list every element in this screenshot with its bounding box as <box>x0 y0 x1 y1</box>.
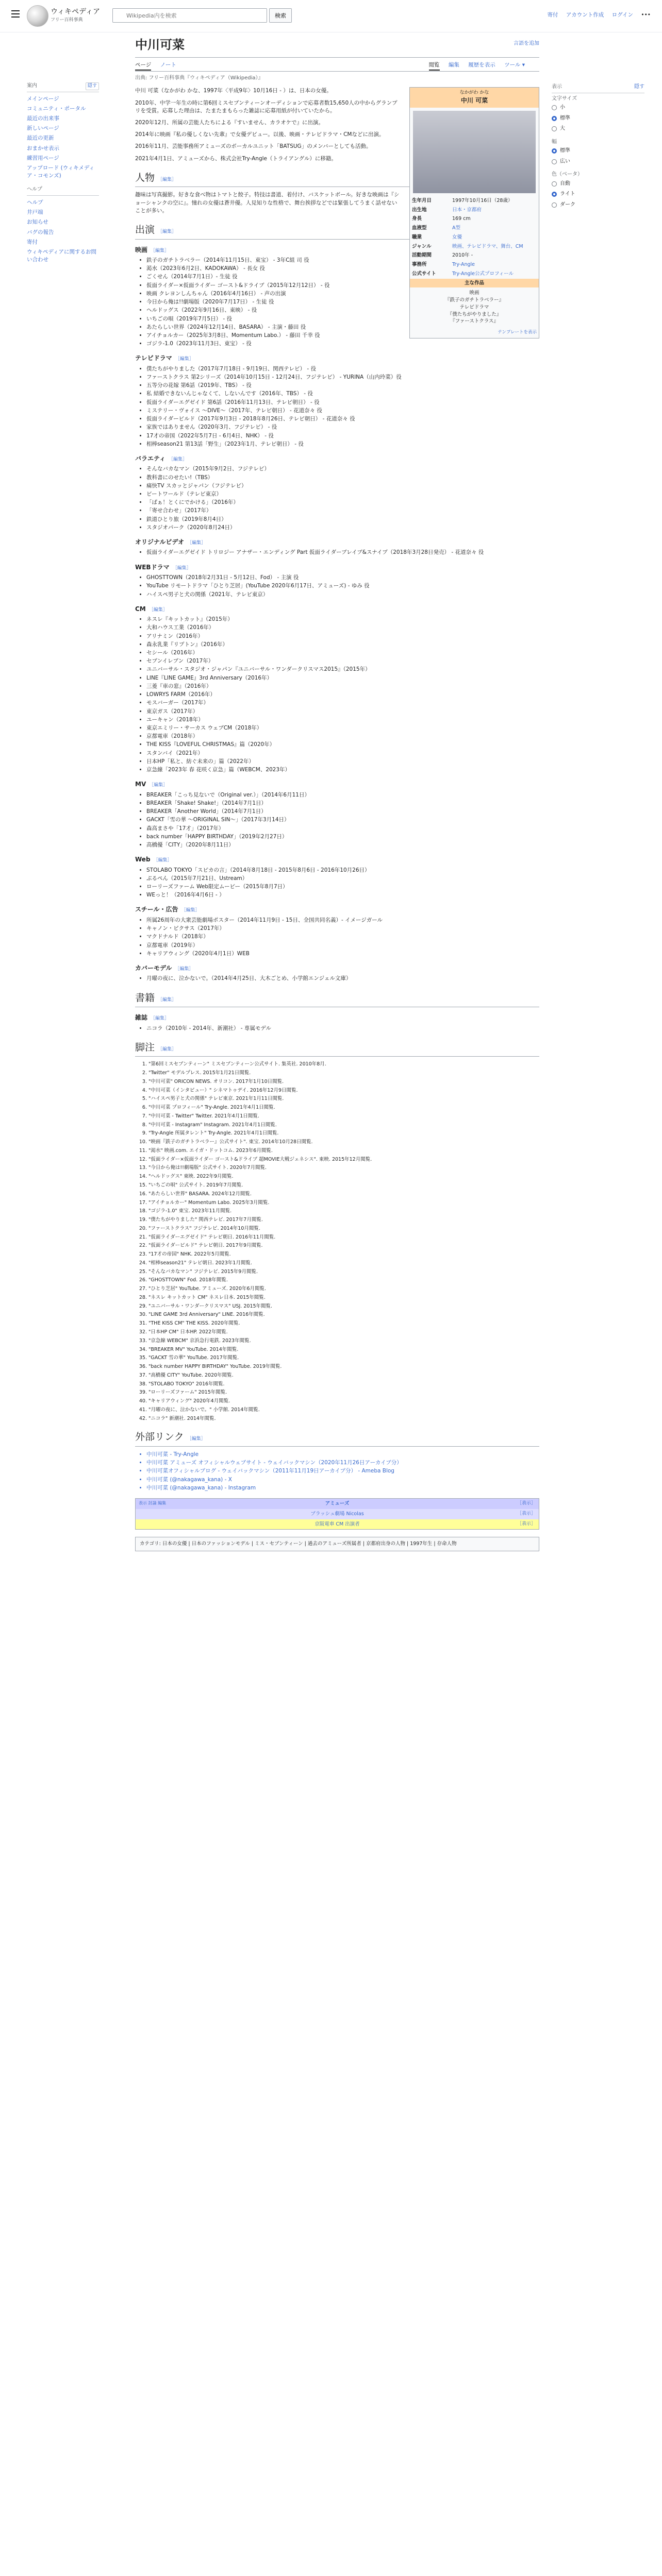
list-item: • 痛快TV スカッとジャパン（フジテレビ） <box>146 482 539 490</box>
list-item: • アイチョルカー（2025年3月8日、Momentum Labo.） - 藤田 千幸 役 <box>146 332 539 340</box>
list-item: • ネスレ『キットカット』（2015年） <box>146 616 539 623</box>
list-item: 34. "BREAKER MV" YouTube. 2014年閲覧. <box>148 1346 539 1353</box>
list-item: 32. "日本HP CM" 日本HP. 2022年閲覧. <box>148 1329 539 1336</box>
list-item: 8. "中川可菜 - Instagram" Instagram. 2021年4月1日閲覧. <box>148 1122 539 1129</box>
main-menu-icon[interactable] <box>11 10 20 18</box>
sidebar-item-main-page[interactable]: メインページ <box>27 95 59 102</box>
subheading-magazine: 雑誌 ［編集］ <box>135 1014 170 1022</box>
list-item: 2. "Twitter" モデルプレス. 2015年1月21日閲覧. <box>148 1070 539 1077</box>
infobox-kana: なかがわ かな <box>410 88 539 96</box>
list-item: 24. "相棒season21" テレビ朝日. 2023年1月閲覧. <box>148 1260 539 1267</box>
list-item: • ビートワールド（テレビ東京） <box>146 490 539 498</box>
list-item: 27. "ひとり芝居" YouTube. アミューズ. 2020年6月閲覧. <box>148 1285 539 1293</box>
show-template-link[interactable]: テンプレートを表示 <box>498 330 537 335</box>
section-heading-person: 人物 ［編集］ <box>135 171 539 188</box>
list-item[interactable]: • 中川可菜オフィシャルブログ - ウェイバックマシン（2011年11月19日アーカイブ分） - Ameba Blog <box>146 1467 539 1475</box>
sidebar-item-village-pump[interactable]: 井戸端 <box>27 209 43 216</box>
list-item: 25. "そんなバカなマン" フジテレビ. 2015年9月閲覧. <box>148 1268 539 1276</box>
list-item: 19. "僕たちがやりました" 関西テレビ. 2017年7月閲覧. <box>148 1216 539 1224</box>
subheading-cm: CM ［編集］ <box>135 605 168 613</box>
width-standard[interactable]: 標準 <box>552 146 644 157</box>
list-item: 4. "中川可菜（インタビュー）" シネマトゥデイ. 2016年12月9日閲覧. <box>148 1087 539 1094</box>
edit-section-link[interactable]: ［編集］ <box>187 540 206 546</box>
variety-list <box>135 465 539 532</box>
list-item: 1. "第6回ミスセブンティーン" ミスセブンティーン公式サイト. 集英社. 2010年8月. <box>148 1061 539 1068</box>
list-item: 31. "THE KISS CM" THE KISS. 2020年閲覧. <box>148 1320 539 1327</box>
list-item: 17. "アイチョルカー" Momentum Labo. 2025年3月閲覧. <box>148 1199 539 1207</box>
navbox-show-toggle[interactable]: ［表示］ <box>517 1521 536 1527</box>
edit-section-link[interactable]: ［編集］ <box>175 357 194 362</box>
list-item: 42. "ニコラ" 新潮社. 2014年閲覧. <box>148 1415 539 1422</box>
edit-section-link[interactable]: ［編集］ <box>181 908 200 913</box>
list-item: • モスバーガー（2017年） <box>146 699 539 707</box>
list-item[interactable]: • 中川可菜 (@nakagawa_kana) - Instagram <box>146 1484 539 1492</box>
search-button[interactable]: 検索 <box>269 8 292 23</box>
edit-section-link[interactable]: ［編集］ <box>158 229 177 235</box>
list-item: • 私 結婚できないんじゃなくて、しないんです（2016年、TBS） - 役 <box>146 390 539 398</box>
list-item: 11. "渇水" 映画.com. エイガ・ドットコム. 2023年6月閲覧. <box>148 1147 539 1155</box>
list-item: 10. "映画『鉄子のガチトラベラー』公式サイト". 東宝. 2014年10月28日閲覧. <box>148 1139 539 1146</box>
list-item: • LOWRYS FARM（2016年） <box>146 691 539 699</box>
navbox-show-toggle[interactable]: ［表示］ <box>517 1511 536 1516</box>
tab-tools[interactable]: ツール ▾ <box>504 61 525 68</box>
list-item: 21. "仮面ライダーエグゼイド" テレビ朝日. 2016年11月閲覧. <box>148 1234 539 1241</box>
list-item: • セブンイレブン（2017年） <box>146 657 539 665</box>
list-item: • マクドナルド（2018年） <box>146 933 539 941</box>
sidebar-item-contact[interactable]: ウィキペディアに関するお問い合わせ <box>27 249 97 263</box>
list-item: • 所属26周年の大衆芸能劇場ポスター（2014年11月9日 - 15日、全国共同名義）- イメージガール <box>146 917 539 924</box>
width-wide[interactable]: 広い <box>552 157 644 167</box>
list-item: • 東京ガス（2017年） <box>146 708 539 716</box>
navbox-vte-links[interactable]: 表示 討論 編集 <box>139 1501 167 1506</box>
list-item: • BREAKER「Shake! Shake!」（2014年7月1日） <box>146 800 539 807</box>
radio-icon[interactable] <box>552 159 557 164</box>
list-item: • ユーキャン（2018年） <box>146 716 539 724</box>
subheading-tv-drama: テレビドラマ ［編集］ <box>135 354 194 362</box>
list-item: • WEっと！（2016年4月6日 - ） <box>146 891 539 899</box>
section-heading-external-links: 外部リンク ［編集］ <box>135 1430 539 1447</box>
list-item: • 仮面ライダーエグゼイド 第6話（2016年11月13日、テレビ朝日） - 役 <box>146 399 539 406</box>
text-size-header: 文字サイズ <box>552 95 577 101</box>
list-item: • ヘルドッグス（2022年9月16日、東映） - 役 <box>146 307 539 314</box>
wikipedia-globe-logo[interactable] <box>27 5 48 27</box>
tab-history[interactable]: 履歴を表示 <box>468 61 495 68</box>
navbox <box>135 1498 539 1530</box>
edit-section-link[interactable]: ［編集］ <box>158 177 177 182</box>
cover-list <box>135 975 539 982</box>
web-list <box>135 867 539 900</box>
radio-selected-icon[interactable] <box>552 192 557 197</box>
sidebar-item-help[interactable]: ヘルプ <box>27 199 43 206</box>
subheading-variety: バラエティ ［編集］ <box>135 454 188 462</box>
list-item: • キャノン・ピクサス（2017年） <box>146 925 539 933</box>
list-item: 41. "月曜の夜に、泣かないで。" 小学館. 2014年閲覧. <box>148 1406 539 1414</box>
radio-icon[interactable] <box>552 126 557 131</box>
list-item: 29. "ユニバーサル・ワンダークリスマス" USJ. 2015年閲覧. <box>148 1303 539 1310</box>
navbox-show-toggle[interactable]: ［表示］ <box>517 1501 536 1506</box>
list-item: • 教科書にのせたい!（TBS） <box>146 474 539 482</box>
list-item: • 大和ハウス工業（2016年） <box>146 624 539 632</box>
list-item: • 相棒season21 第13話「野生」（2023年1月、テレビ朝日） - 役 <box>146 440 539 448</box>
list-item: 23. "17才の帝国" NHK. 2022年5月閲覧. <box>148 1251 539 1258</box>
intro-paragraph: 2020年12月、所属の芸能人たちによる『すいません、カラオケで』に出演。 <box>135 119 324 126</box>
infobox-row: 血液型 A型 <box>412 225 460 231</box>
sidebar-item-upload[interactable]: アップロード (ウィキメディア・コモンズ) <box>27 165 95 179</box>
subheading-stills-ads: スチール・広告 ［編集］ <box>135 906 200 913</box>
list-item: • 京急線「2023年 春 花咲く京急」篇（WEBCM、2023年） <box>146 766 539 774</box>
list-item: • 三菱『車の窓』（2016年） <box>146 683 539 690</box>
appearance-panel <box>552 77 644 210</box>
list-item: • いちごの唄（2019年7月5日） - 役 <box>146 315 539 323</box>
list-item: 28. "ネスレ キットカット CM" ネスレ日本. 2015年閲覧. <box>148 1294 539 1301</box>
list-item[interactable]: • 中川可菜 (@nakagawa_kana) - X <box>146 1476 539 1484</box>
list-item[interactable]: • 中川可菜 - Try-Angle <box>146 1451 539 1459</box>
list-item: • YouTube リモートドラマ「ひとり芝居」(YouTube 2020年6月17日、アミューズ) - ゆみ 役 <box>146 582 539 590</box>
infobox-row: 生年月日 1997年10月16日（28歳） <box>412 197 513 204</box>
list-item: • THE KISS『LOVEFUL CHRISTMAS』篇（2020年） <box>146 741 539 749</box>
list-item: 38. "STOLABO TOKYO" 2016年閲覧. <box>148 1381 539 1388</box>
list-item: • ごくせん（2014年7月1日）- 生徒 役 <box>146 273 539 281</box>
list-item: • 東京エミリー・サーカス ウェブCM（2018年） <box>146 724 539 732</box>
list-item: 22. "仮面ライダービルド" テレビ朝日. 2017年9月閲覧. <box>148 1242 539 1249</box>
add-language-button[interactable]: 言語を追加 <box>514 41 539 46</box>
site-header <box>0 0 662 32</box>
portrait-photo[interactable] <box>413 111 536 193</box>
edit-section-link[interactable]: ［編集］ <box>151 1016 170 1022</box>
list-item: • 森永乳業『リプトン』（2016年） <box>146 641 539 649</box>
infobox-works-header: 主な作品 <box>410 279 539 288</box>
subheading-web-drama: WEBドラマ ［編集］ <box>135 563 191 571</box>
sidebar-header-menu: 案内 隠す <box>27 82 99 92</box>
stills-list <box>135 917 539 958</box>
list-item: 20. "ファーストクラス" フジテレビ. 2014年10月閲覧. <box>148 1225 539 1232</box>
list-item: • 月曜の夜に、泣かないで。（2014年4月25日、大木ごとめ、小学館エンジェル文庫） <box>146 975 539 982</box>
list-item: • 鉄子のガチトラベラー（2014年11月15日、東宝） - 3年C組 司 役 <box>146 257 539 264</box>
list-item: 37. "高橋優 CITY" YouTube. 2020年閲覧. <box>148 1372 539 1379</box>
tab-talk[interactable]: ノート <box>160 61 176 68</box>
sidebar-item-notices[interactable]: お知らせ <box>27 219 48 226</box>
list-item: 14. "ヘルドッグス" 東映. 2022年9月閲覧. <box>148 1173 539 1180</box>
width-header: 幅 <box>552 139 557 145</box>
infobox-works: 映画 『鉄子のガチトラベラー』 テレビドラマ 『僕たちがやりました』 『ファーストクラス』 <box>444 290 504 325</box>
text-size-small[interactable]: 小 <box>552 103 644 113</box>
list-item: 36. "back number HAPPY BIRTHDAY" YouTube. 2019年閲覧. <box>148 1363 539 1370</box>
text-size-large[interactable]: 大 <box>552 124 644 134</box>
sidebar-hide-button[interactable]: 隠す <box>86 82 99 90</box>
category-links[interactable]: カテゴリ: 日本の女優 | 日本のファッションモデル | ミス・セブンティーン | 過去のアミューズ所属者 | 京都府出身の人物 | 1997年生 | 存命人物 <box>135 1537 539 1551</box>
infobox-row: 公式サイト Try-Angle公式プロフィール <box>412 270 514 277</box>
list-item: 13. "今日から俺は!!劇場版" 公式サイト. 2020年7月閲覧. <box>148 1164 539 1172</box>
infobox-row: 出生地 日本・京都府 <box>412 207 482 213</box>
cm-list <box>135 616 539 774</box>
color-dark[interactable]: ダーク <box>552 200 644 211</box>
original-video-list <box>135 549 539 556</box>
list-item: 33. "京急線 WEBCM" 京浜急行電鉄. 2023年閲覧. <box>148 1337 539 1345</box>
edit-section-link[interactable]: ［編集］ <box>151 248 170 253</box>
list-item: • ニコラ（2010年 - 2014年、新潮社） - 専属モデル <box>146 1025 539 1032</box>
list-item: 6. "中川可菜 プロフィール" Try-Angle. 2021年4月1日閲覧. <box>148 1104 539 1111</box>
search-input[interactable] <box>112 8 267 23</box>
section-heading-books: 書籍 ［編集］ <box>135 991 539 1008</box>
login-link[interactable]: ログイン <box>611 12 634 18</box>
magazine-list <box>135 1025 539 1032</box>
edit-section-link[interactable]: ［編集］ <box>175 966 194 972</box>
text-size-standard[interactable]: 標準 <box>552 113 644 124</box>
list-item: 26. "GHOSTTOWN" Fod. 2018年閲覧. <box>148 1277 539 1284</box>
list-item: • GHOSTTOWN（2018年2月31日 - 5月12日、Fod） - 主演 役 <box>146 574 539 582</box>
edit-section-link[interactable]: ［編集］ <box>153 858 172 863</box>
edit-section-link[interactable]: ［編集］ <box>158 1046 177 1052</box>
list-item: • 今日から俺は!!劇場版（2020年7月17日） - 生徒 役 <box>146 298 539 306</box>
list-item: • 「寄せ合わせ」（2017年） <box>146 507 539 515</box>
list-item: • 家族ではありません（2020年3月、フジテレビ） - 役 <box>146 423 539 431</box>
list-item: • 仮面ライダービルド（2017年9月3日 - 2018年8月26日、テレビ朝日） - 花道奈々 役 <box>146 415 539 423</box>
list-item: • 京都電車（2018年） <box>146 733 539 740</box>
radio-selected-icon[interactable] <box>552 116 557 121</box>
list-item: 3. "中川可菜" ORICON NEWS. オリコン. 2017年1月10日閲覧. <box>148 1078 539 1086</box>
list-item: • ローリーズファーム Web限定ムービー（2015年8月7日） <box>146 883 539 891</box>
tab-article[interactable]: ページ <box>135 62 151 71</box>
radio-icon[interactable] <box>552 105 557 110</box>
list-item: • 僕たちがやりました（2017年7月18日 - 9月19日、関西テレビ） - 役 <box>146 365 539 373</box>
color-auto[interactable]: 自動 <box>552 179 644 190</box>
page-title: 中川可菜 <box>135 36 539 58</box>
list-item: • BREAKER「こっち見ないで（Original ver.）」（2014年6月11日） <box>146 791 539 799</box>
subheading-mv: MV ［編集］ <box>135 781 168 788</box>
sidebar-item-community[interactable]: コミュニティ・ポータル <box>27 105 86 112</box>
list-item: 12. "仮面ライダー×仮面ライダー ゴースト&ドライブ 超MOVIE大戦ジェネシス". 東映. 2015年12月閲覧. <box>148 1156 539 1163</box>
infobox-row: 身長 169 cm <box>412 216 471 222</box>
infobox-row: 職業 女優 <box>412 234 462 240</box>
list-item: 15. "いちごの唄" 公式サイト. 2019年7月閲覧. <box>148 1182 539 1189</box>
list-item: • 「ぱぁ！とくにでかける」（2016年） <box>146 499 539 506</box>
sidebar-item-donate[interactable]: 寄付 <box>27 239 38 245</box>
web-drama-list <box>135 574 539 599</box>
site-subtitle: フリー百科事典 <box>51 18 83 23</box>
user-links <box>541 11 651 19</box>
edit-section-link[interactable]: ［編集］ <box>172 565 191 571</box>
appearance-hide-button[interactable]: 隠す <box>634 84 644 90</box>
list-item: • ミステリー・ヴォイス ～DIVE～（2017年、テレビ朝日） - 花道奈々 役 <box>146 407 539 415</box>
tab-read[interactable]: 閲覧 <box>429 62 440 71</box>
external-links-list <box>135 1451 539 1492</box>
sidebar-item-sandbox[interactable]: 練習用ページ <box>27 155 59 161</box>
tv-list <box>135 365 539 448</box>
list-item: 40. "キャリアウィング" 2020年4月閲覧. <box>148 1398 539 1405</box>
list-item: • ゴジラ-1.0（2023年11月3日、東宝） - 役 <box>146 340 539 348</box>
sidebar-item-recent-changes[interactable]: 最近の更新 <box>27 135 54 142</box>
list-item: • 仮面ライダーエグゼイド トリロジー アナザー・エンディング Part 仮面ライダーブレイブ&スナイプ（2018年3月28日発売） - 花道奈々 役 <box>146 549 539 556</box>
tab-edit[interactable]: 編集 <box>448 61 459 68</box>
intro-paragraph: 2021年4月1日、アミューズから、株式会社Try-Angle（トライアングル）に移籍。 <box>135 155 337 162</box>
infobox-row: ジャンル 映画、テレビドラマ、舞台、CM <box>412 243 523 249</box>
intro-paragraph: 2016年11月、芸能事務所アミューズのボーカルユニット「BATSUG」のメンバーとしても活動。 <box>135 143 372 150</box>
list-item: • 渇水（2023年6月2日、KADOKAWA） - 長女 役 <box>146 265 539 273</box>
references-list <box>135 1061 539 1422</box>
intro-paragraph: 2014年に映画『私の優しくない先輩』で女優デビュー。以後、映画・テレビドラマ・CMなどに出演。 <box>135 131 385 138</box>
appearance-header: 表示 隠す <box>552 83 644 93</box>
more-options-icon[interactable]: ••• <box>641 12 651 18</box>
intro-paragraph: 2010年、中学一年生の時に第6回ミスセブンティーンオーディションで応募者数15,650人の中からグランプリを受賞。応募した理由は、たまたまもらった雑誌に応募用紙が付いていたから。 <box>135 99 398 114</box>
radio-icon[interactable] <box>552 181 557 187</box>
list-item: • キャリアウィング（2020年4月1日）WEB <box>146 950 539 958</box>
list-item: 18. "ゴジラ-1.0" 東宝. 2023年11月閲覧. <box>148 1208 539 1215</box>
list-item: • 仮面ライダー×仮面ライダー ゴースト&ドライブ（2015年12月12日） - 役 <box>146 282 539 290</box>
navbox-subgroup: ブラッシュ劇場 Nicolas ［表示］ <box>136 1509 539 1519</box>
list-item: • あたらしい世界（2024年12月14日、BASARA） - 主演・藤田 役 <box>146 324 539 331</box>
list-item: • スタンバイ（2021年） <box>146 750 539 757</box>
list-item: • 鉄道ひとり旅（2019年8月4日） <box>146 516 539 523</box>
donate-link[interactable]: 寄付 <box>547 12 558 18</box>
list-item: • セシール（2016年） <box>146 649 539 657</box>
subheading-cover-model: カバーモデル ［編集］ <box>135 964 194 972</box>
list-item: 35. "GACKT 雪の華" YouTube. 2017年閲覧. <box>148 1354 539 1362</box>
navbox-subgroup: 京阪電車 CM 出演者 ［表示］ <box>136 1519 539 1530</box>
sidebar-item-bug-report[interactable]: バグの報告 <box>27 229 54 235</box>
sidebar-item-random[interactable]: おまかせ表示 <box>27 145 59 151</box>
sidebar-header-help: ヘルプ <box>27 186 99 196</box>
list-item: 7. "中川可菜 - Twitter" Twitter. 2021年4月1日閲覧. <box>148 1113 539 1120</box>
infobox-row: 事務所 Try-Angle <box>412 262 475 268</box>
sidebar-item-current-events[interactable]: 最近の出来事 <box>27 115 59 122</box>
article-content <box>135 36 539 1551</box>
page-tabs <box>135 59 539 72</box>
list-item: • アリナミン（2016年） <box>146 633 539 640</box>
article-source-note: 出典: フリー百科事典『ウィキペディア（Wikipedia）』 <box>135 75 263 81</box>
list-item: • ぶるぺん（2015年7月21日、Ustream） <box>146 875 539 883</box>
infobox-name: 中川 可菜 <box>410 96 539 107</box>
list-item: 39. "ローリーズファーム" 2015年閲覧. <box>148 1389 539 1396</box>
list-item: • BREAKER「Another World」（2014年7月1日） <box>146 808 539 816</box>
list-item: 30. "LINE GAME 3rd Anniversary" LINE. 2016年閲覧. <box>148 1311 539 1318</box>
subheading-web: Web ［編集］ <box>135 856 172 863</box>
list-item: • ユニバーサル・スタジオ・ジャパン『ユニバーサル・ワンダークリスマス2015』（2015年） <box>146 666 539 673</box>
list-item: • 五等分の花嫁 第6話（2019年、TBS） - 役 <box>146 382 539 389</box>
list-item: • LINE『LINE GAME』3rd Anniversary（2016年） <box>146 674 539 682</box>
list-item: 16. "あたらしい世界" BASARA. 2024年12月閲覧. <box>148 1191 539 1198</box>
infobox-row: 活動期間 2010年 - <box>412 252 473 259</box>
radio-selected-icon[interactable] <box>552 148 557 154</box>
list-item: 5. "ハイスペ男子と犬の関係" テレビ東京. 2021年1月11日閲覧. <box>148 1095 539 1103</box>
color-header: 色（ベータ） <box>552 172 583 177</box>
create-account-link[interactable]: アカウント作成 <box>566 12 604 18</box>
navbox-title: 表示 討論 編集 アミューズ ［表示］ <box>136 1499 539 1509</box>
list-item: • 映画 クレヨンしんちゃん（2016年4月16日） - 声の出演 <box>146 290 539 298</box>
list-item: • ハイスペ男子と犬の関係（2021年、テレビ東京） <box>146 591 539 599</box>
list-item: • 京都電車（2019年） <box>146 942 539 950</box>
person-paragraph: 趣味は写真撮影。好きな食べ物はトマトと餃子。特技は書道、着付け、バスケットボール。好きな映画は『ショーシャンクの空に』。憧れの女優は蒼井優。人見知りな性格で、舞台挨拶などでは緊張してうまく話せないことが多い。 <box>135 192 400 214</box>
infobox <box>409 87 539 338</box>
list-item[interactable]: • 中川可菜 アミューズ オフィシャルウェブサイト - ウェイバックマシン（2020年11月26日アーカイブ分） <box>146 1459 539 1467</box>
color-light[interactable]: ライト <box>552 189 644 200</box>
mv-list <box>135 791 539 850</box>
list-item: • 17才の帝国（2022年5月7日 - 6月4日、NHK） - 役 <box>146 432 539 440</box>
subheading-movies: 映画 ［編集］ <box>135 246 170 253</box>
radio-icon[interactable] <box>552 202 557 208</box>
section-heading-appearances: 出演 ［編集］ <box>135 223 539 240</box>
list-item: 9. "Try-Angle 所属タレント" Try-Angle. 2021年4月1日閲覧. <box>148 1130 539 1137</box>
edit-section-link[interactable]: ［編集］ <box>148 607 168 613</box>
edit-section-link[interactable]: ［編集］ <box>158 997 177 1003</box>
list-item: • 森高まさや「17才」（2017年） <box>146 825 539 833</box>
section-heading-notes: 脚注 ［編集］ <box>135 1041 539 1057</box>
list-item: • 高橋優「CITY」（2020年8月11日） <box>146 841 539 849</box>
list-item: • back number「HAPPY BIRTHDAY」（2019年2月27日） <box>146 833 539 841</box>
edit-section-link[interactable]: ［編集］ <box>169 456 188 462</box>
list-item: • ファーストクラス 第2シリーズ（2014年10月15日 - 12月24日、フジテレビ） - YURINA（山内玲菜）役 <box>146 374 539 381</box>
site-logo-text[interactable] <box>51 7 100 24</box>
site-title: ウィキペディア <box>51 8 101 16</box>
list-item: • STOLABO TOKYO「スピカの言」（2014年8月18日 - 2015年8月6日 - 2016年10月26日） <box>146 867 539 874</box>
intro-paragraph: 中川 可菜（なかがわ かな、1997年〈平成9年〉10月16日 - ）は、日本の女優。 <box>135 88 332 94</box>
list-item: • スタジオパーク（2020年8月24日） <box>146 524 539 532</box>
list-item: • そんなバカなマン（2015年9月2日、フジテレビ） <box>146 465 539 473</box>
sidebar-item-new-pages[interactable]: 新しいページ <box>27 125 59 132</box>
edit-section-link[interactable]: ［編集］ <box>187 1436 206 1442</box>
left-sidebar <box>27 77 99 265</box>
list-item: • GACKT「雪の華 ～ORIGINAL SIN～」（2017年3月14日） <box>146 816 539 824</box>
list-item: • 日本HP「私と、紡ぐ未来の」篇（2022年） <box>146 758 539 766</box>
infobox-table <box>410 196 539 279</box>
edit-section-link[interactable]: ［編集］ <box>149 783 168 788</box>
subheading-original-video: オリジナルビデオ ［編集］ <box>135 538 206 546</box>
